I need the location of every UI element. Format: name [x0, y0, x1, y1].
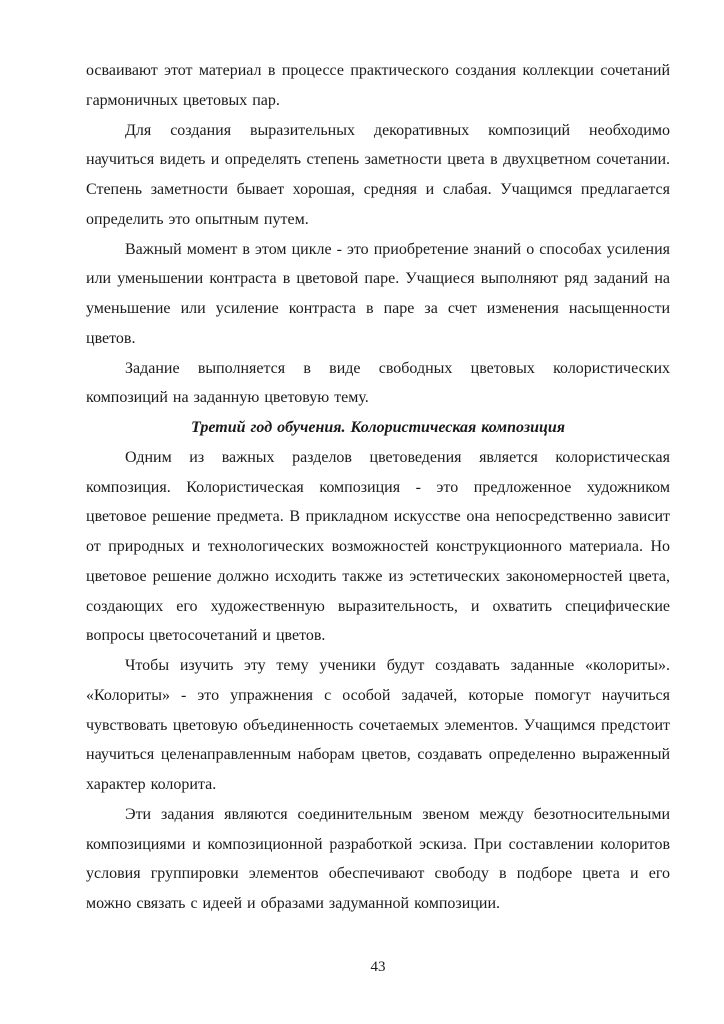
- paragraph: Задание выполняется в виде свободных цветовых колористических композиций на заданную цветовую тему.: [86, 359, 670, 407]
- paragraph: Эти задания являются соединительным звеном между безотносительными композициями и композиционной разработкой эскиза. При составлении колоритов условия группировки элементов обеспечивают свободу в подборе цвета и его можно связать с идеей и образами задуманной композиции.: [86, 805, 670, 912]
- paragraph: осваивают этот материал в процессе практического создания коллекции сочетаний гармоничных цветовых пар.: [86, 62, 670, 109]
- paragraph: Важный момент в этом цикле - это приобретение знаний о способах усиления или уменьшении контраста в цветовой паре. Учащиеся выполняют ряд заданий на уменьшение или усиление контраста в паре за счет изменения насыщенности цветов.: [86, 240, 670, 347]
- paragraph: Для создания выразительных декоративных композиций необходимо научиться видеть и определять степень заметности цвета в двухцветном сочетании. Степень заметности бывает хорошая, средняя и слабая. Учащимся предлагается определить это опытным путем.: [86, 121, 670, 228]
- section-heading: Третий год обучения. Колористическая композиция: [191, 419, 565, 436]
- paragraph: Чтобы изучить эту тему ученики будут создавать заданные «колориты». «Колориты» - это упражнения с особой задачей, которые помогут научиться чувствовать цветовую объединенность сочетаемых элементов. Учащимся предстоит научиться целенаправленным наборам цветов, создавать определенно выраженный характер колорита.: [86, 657, 670, 793]
- text-block: [86, 56, 670, 919]
- page-number: 43: [370, 959, 386, 975]
- paragraph: Одним из важных разделов цветоведения является колористическая композиция. Колористическая композиция - это предложенное художником цветовое решение предмета. В прикладном искусстве она непосредственно зависит от природных и технологических возможностей конструкционного материала. Но цветовое решение должно исходить также из эстетических закономерностей цвета, создающих его художественную выразительность, и охватить специфические вопросы цветосочетаний и цветов.: [86, 448, 670, 645]
